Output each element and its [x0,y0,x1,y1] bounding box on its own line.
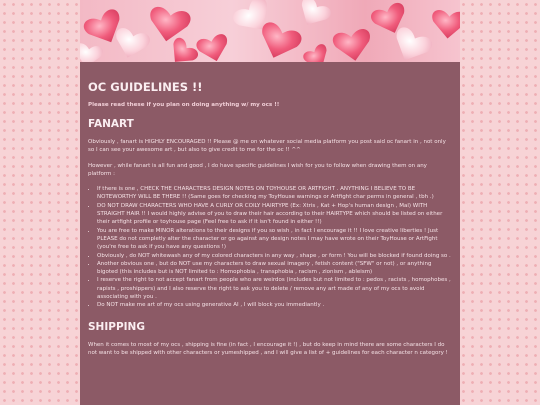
list-item: • If there is one , CHECK THE CHARACTERS DESIGN NOTES ON TOYHOUSE OR ARTFIGHT . ANYTHING I BELIEVE TO BE NOTEWORTHY WILL BE THERE !! (Same goes for checking my ToyHouse warnings or Artfight char perms in general , tbh .) [97,185,452,202]
fanart-guidelines-list [88,185,452,309]
candy-hearts-banner [80,0,460,62]
guidelines-panel [80,62,460,405]
shipping-intro: When it comes to most of my ocs , shipping is fine (in fact , I encourage it !) , but do keep in mind there are some characters I do not want to be shipped with other characters or yumeshipped , and I will give a list of + guidelines for each character n category ! [88,341,448,356]
fanart-intro-2: However , while fanart is all fun and good , I do have specific guidelines I wish for you to follow when drawing them on any platform : [88,162,427,177]
list-item: • Obviously , do NOT whitewash any of my colored characters in any way , shape , or form ! You will be blocked if found doing so . [97,252,452,260]
fanart-intro: Obviously , fanart is HIGHLY ENCOURAGED !! Please @ me on whatever social media platform you post said oc fanart in , not only so I can see your awesome art , but also to give credit to me for the oc !! ^^ [88,139,446,154]
list-item: • Do NOT make me art of my ocs using generative AI , I will block you immediantly . [97,301,452,309]
list-item: • Another obvious one , but do NOT use my characters to draw sexual imagery , fetish content ("SFW" or not) , or anything bigoted (this includes but is NOT limited to : Homophobia , transphobia , racism , zionism , ableism) [97,260,452,277]
page-subtitle: Please read these if you plan on doing anything w/ my ocs !! [88,102,280,108]
page-title: OC GUIDELINES !! [88,80,203,94]
list-item: • You are free to make MINOR alterations to their designs if you so wish , in fact I encourage it !! I love creative liberties ! Just PLEASE do not completly alter the character or go against any design notes I may have wrote on their ToyHouse or ArtFight (you're free to ask if you have any questions !) [97,227,452,252]
list-item: • DO NOT DRAW CHARACTERS WHO HAVE A CURLY OR COILY HAIRTYPE (Ex: Xtris , Kat + Hop's human design , Mal) WITH STRAIGHT HAIR !! I would highly advise of you to draw their hair according to their HAIRTYPE which should be listed on either their artfight profile or toyhouse page (Feel free to ask if it isn't found in either !!) [97,202,452,227]
list-item: • I reserve the right to not accept fanart from people who are weirdos (includes but not limited to : pedos , racists , homophobes , rapists , proshippers) and I also reserve the right to ask you to delete / remove any art made of any of my ocs to avoid associating with you . [97,276,452,301]
candy-hearts-image [80,0,460,62]
fanart-heading: FANART [88,118,134,130]
shipping-heading: SHIPPING [88,320,145,333]
main-column [80,0,460,405]
